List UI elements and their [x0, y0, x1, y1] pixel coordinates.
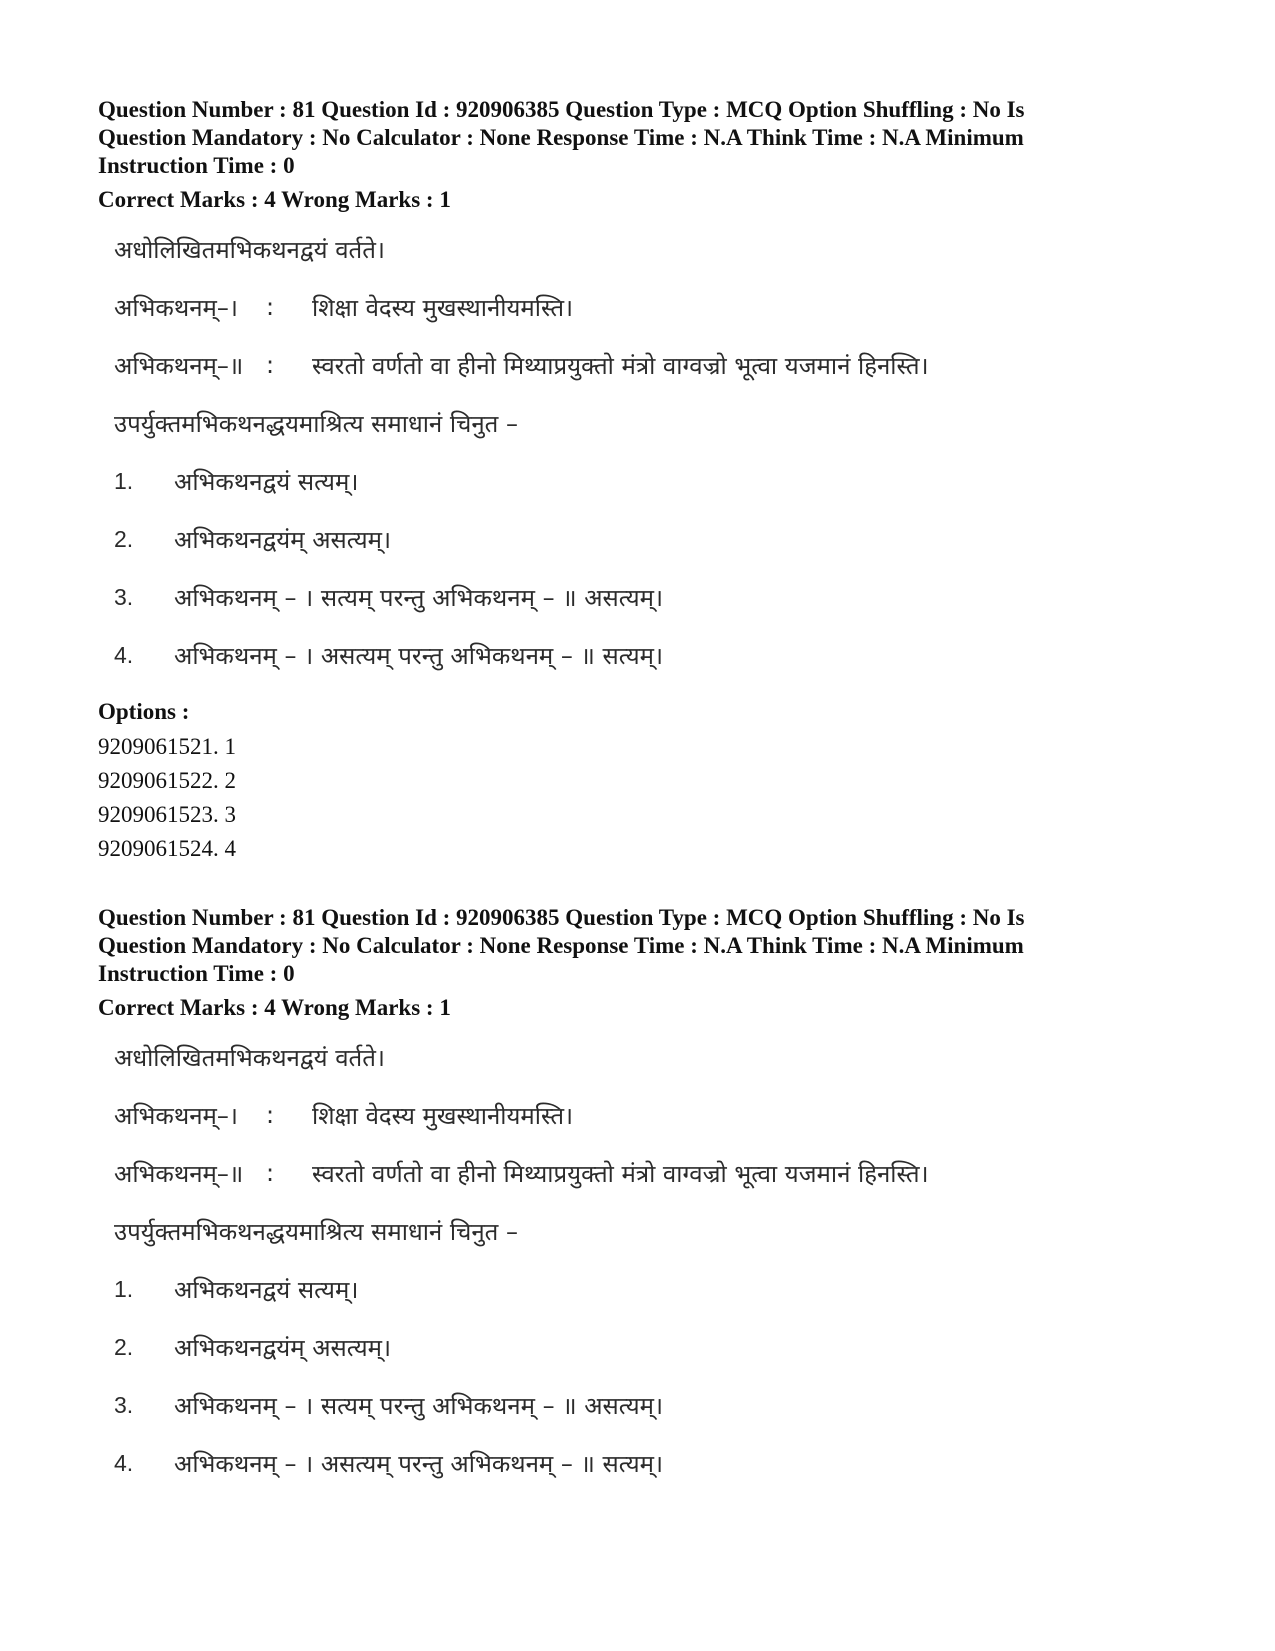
option-id-row: 9209061521. 1 [98, 734, 236, 759]
question-meta-line: Question Number : 81 Question Id : 920906385 Question Type : MCQ Option Shuffling : No Is [98, 905, 1025, 930]
choice-number: 2. [114, 1333, 134, 1360]
marks-line: Correct Marks : 4 Wrong Marks : 1 [98, 187, 451, 212]
question-block-1 [98, 96, 1178, 684]
question-instruction: उपर्युक्तमभिकथनद्धयमाश्रित्य समाधानं चिनुत – [114, 409, 518, 438]
statement-text: स्वरतो वर्णतो वा हीनो मिथ्याप्रयुक्तो मंत्रो वाग्वज्रो भूत्वा यजमानं हिनस्ति। [312, 351, 929, 380]
question-meta-line: Question Number : 81 Question Id : 920906385 Question Type : MCQ Option Shuffling : No Is [98, 97, 1025, 122]
statement-label: अभिकथनम्–॥ [114, 351, 244, 380]
statement-1 [114, 1086, 1178, 1144]
question-meta-line: Instruction Time : 0 [98, 961, 295, 986]
statement-2 [114, 1144, 1178, 1202]
question-meta-line: Question Mandatory : No Calculator : None Response Time : N.A Think Time : N.A Minimum [98, 933, 1024, 958]
choice-item [114, 1318, 1178, 1376]
choice-text: अभिकथनम् – । असत्यम् परन्तु अभिकथनम् – ॥ सत्यम्। [174, 1449, 664, 1478]
statement-1 [114, 278, 1178, 336]
choice-item [114, 1434, 1178, 1492]
choice-item [114, 510, 1178, 568]
options-title: Options : [98, 699, 190, 724]
option-id-row: 9209061524. 4 [98, 836, 236, 861]
question-intro: अधोलिखितमभिकथनद्वयं वर्तते। [114, 1043, 386, 1072]
statement-text: शिक्षा वेदस्य मुखस्थानीयमस्ति। [312, 293, 574, 322]
option-id-row: 9209061522. 2 [98, 768, 236, 793]
choice-text: अभिकथनद्वयं सत्यम्। [174, 467, 359, 496]
choice-number: 4. [114, 641, 134, 668]
choice-number: 1. [114, 1275, 134, 1302]
choice-text: अभिकथनद्वयंम् असत्यम्। [174, 1333, 392, 1362]
question-intro: अधोलिखितमभिकथनद्वयं वर्तते। [114, 235, 386, 264]
question-block-2 [98, 904, 1178, 1492]
statement-2 [114, 336, 1178, 394]
choice-item [114, 1376, 1178, 1434]
choice-text: अभिकथनम् – । असत्यम् परन्तु अभिकथनम् – ॥ सत्यम्। [174, 641, 664, 670]
question-meta-line: Question Mandatory : No Calculator : None Response Time : N.A Think Time : N.A Minimum [98, 125, 1024, 150]
statement-colon: : [266, 293, 275, 321]
statement-label: अभिकथनम्–। [114, 293, 238, 322]
statement-colon: : [266, 1159, 275, 1187]
statement-text: शिक्षा वेदस्य मुखस्थानीयमस्ति। [312, 1101, 574, 1130]
choice-text: अभिकथनद्वयंम् असत्यम्। [174, 525, 392, 554]
question-body [114, 220, 1178, 684]
options-section [98, 698, 1178, 866]
choice-item [114, 452, 1178, 510]
statement-label: अभिकथनम्–॥ [114, 1159, 244, 1188]
question-body [114, 1028, 1178, 1492]
statement-colon: : [266, 1101, 275, 1129]
choice-item [114, 568, 1178, 626]
choice-number: 1. [114, 467, 134, 494]
choice-text: अभिकथनद्वयं सत्यम्। [174, 1275, 359, 1304]
choice-text: अभिकथनम् – । सत्यम् परन्तु अभिकथनम् – ॥ असत्यम्। [174, 1391, 664, 1420]
choice-number: 4. [114, 1449, 134, 1476]
marks-line: Correct Marks : 4 Wrong Marks : 1 [98, 995, 451, 1020]
statement-label: अभिकथनम्–। [114, 1101, 238, 1130]
choice-item [114, 626, 1178, 684]
choice-number: 3. [114, 1391, 134, 1418]
choice-number: 3. [114, 583, 134, 610]
choice-text: अभिकथनम् – । सत्यम् परन्तु अभिकथनम् – ॥ असत्यम्। [174, 583, 664, 612]
statement-text: स्वरतो वर्णतो वा हीनो मिथ्याप्रयुक्तो मंत्रो वाग्वज्रो भूत्वा यजमानं हिनस्ति। [312, 1159, 929, 1188]
question-instruction: उपर्युक्तमभिकथनद्धयमाश्रित्य समाधानं चिनुत – [114, 1217, 518, 1246]
question-meta-line: Instruction Time : 0 [98, 153, 295, 178]
choice-number: 2. [114, 525, 134, 552]
choice-item [114, 1260, 1178, 1318]
statement-colon: : [266, 351, 275, 379]
option-id-row: 9209061523. 3 [98, 802, 236, 827]
